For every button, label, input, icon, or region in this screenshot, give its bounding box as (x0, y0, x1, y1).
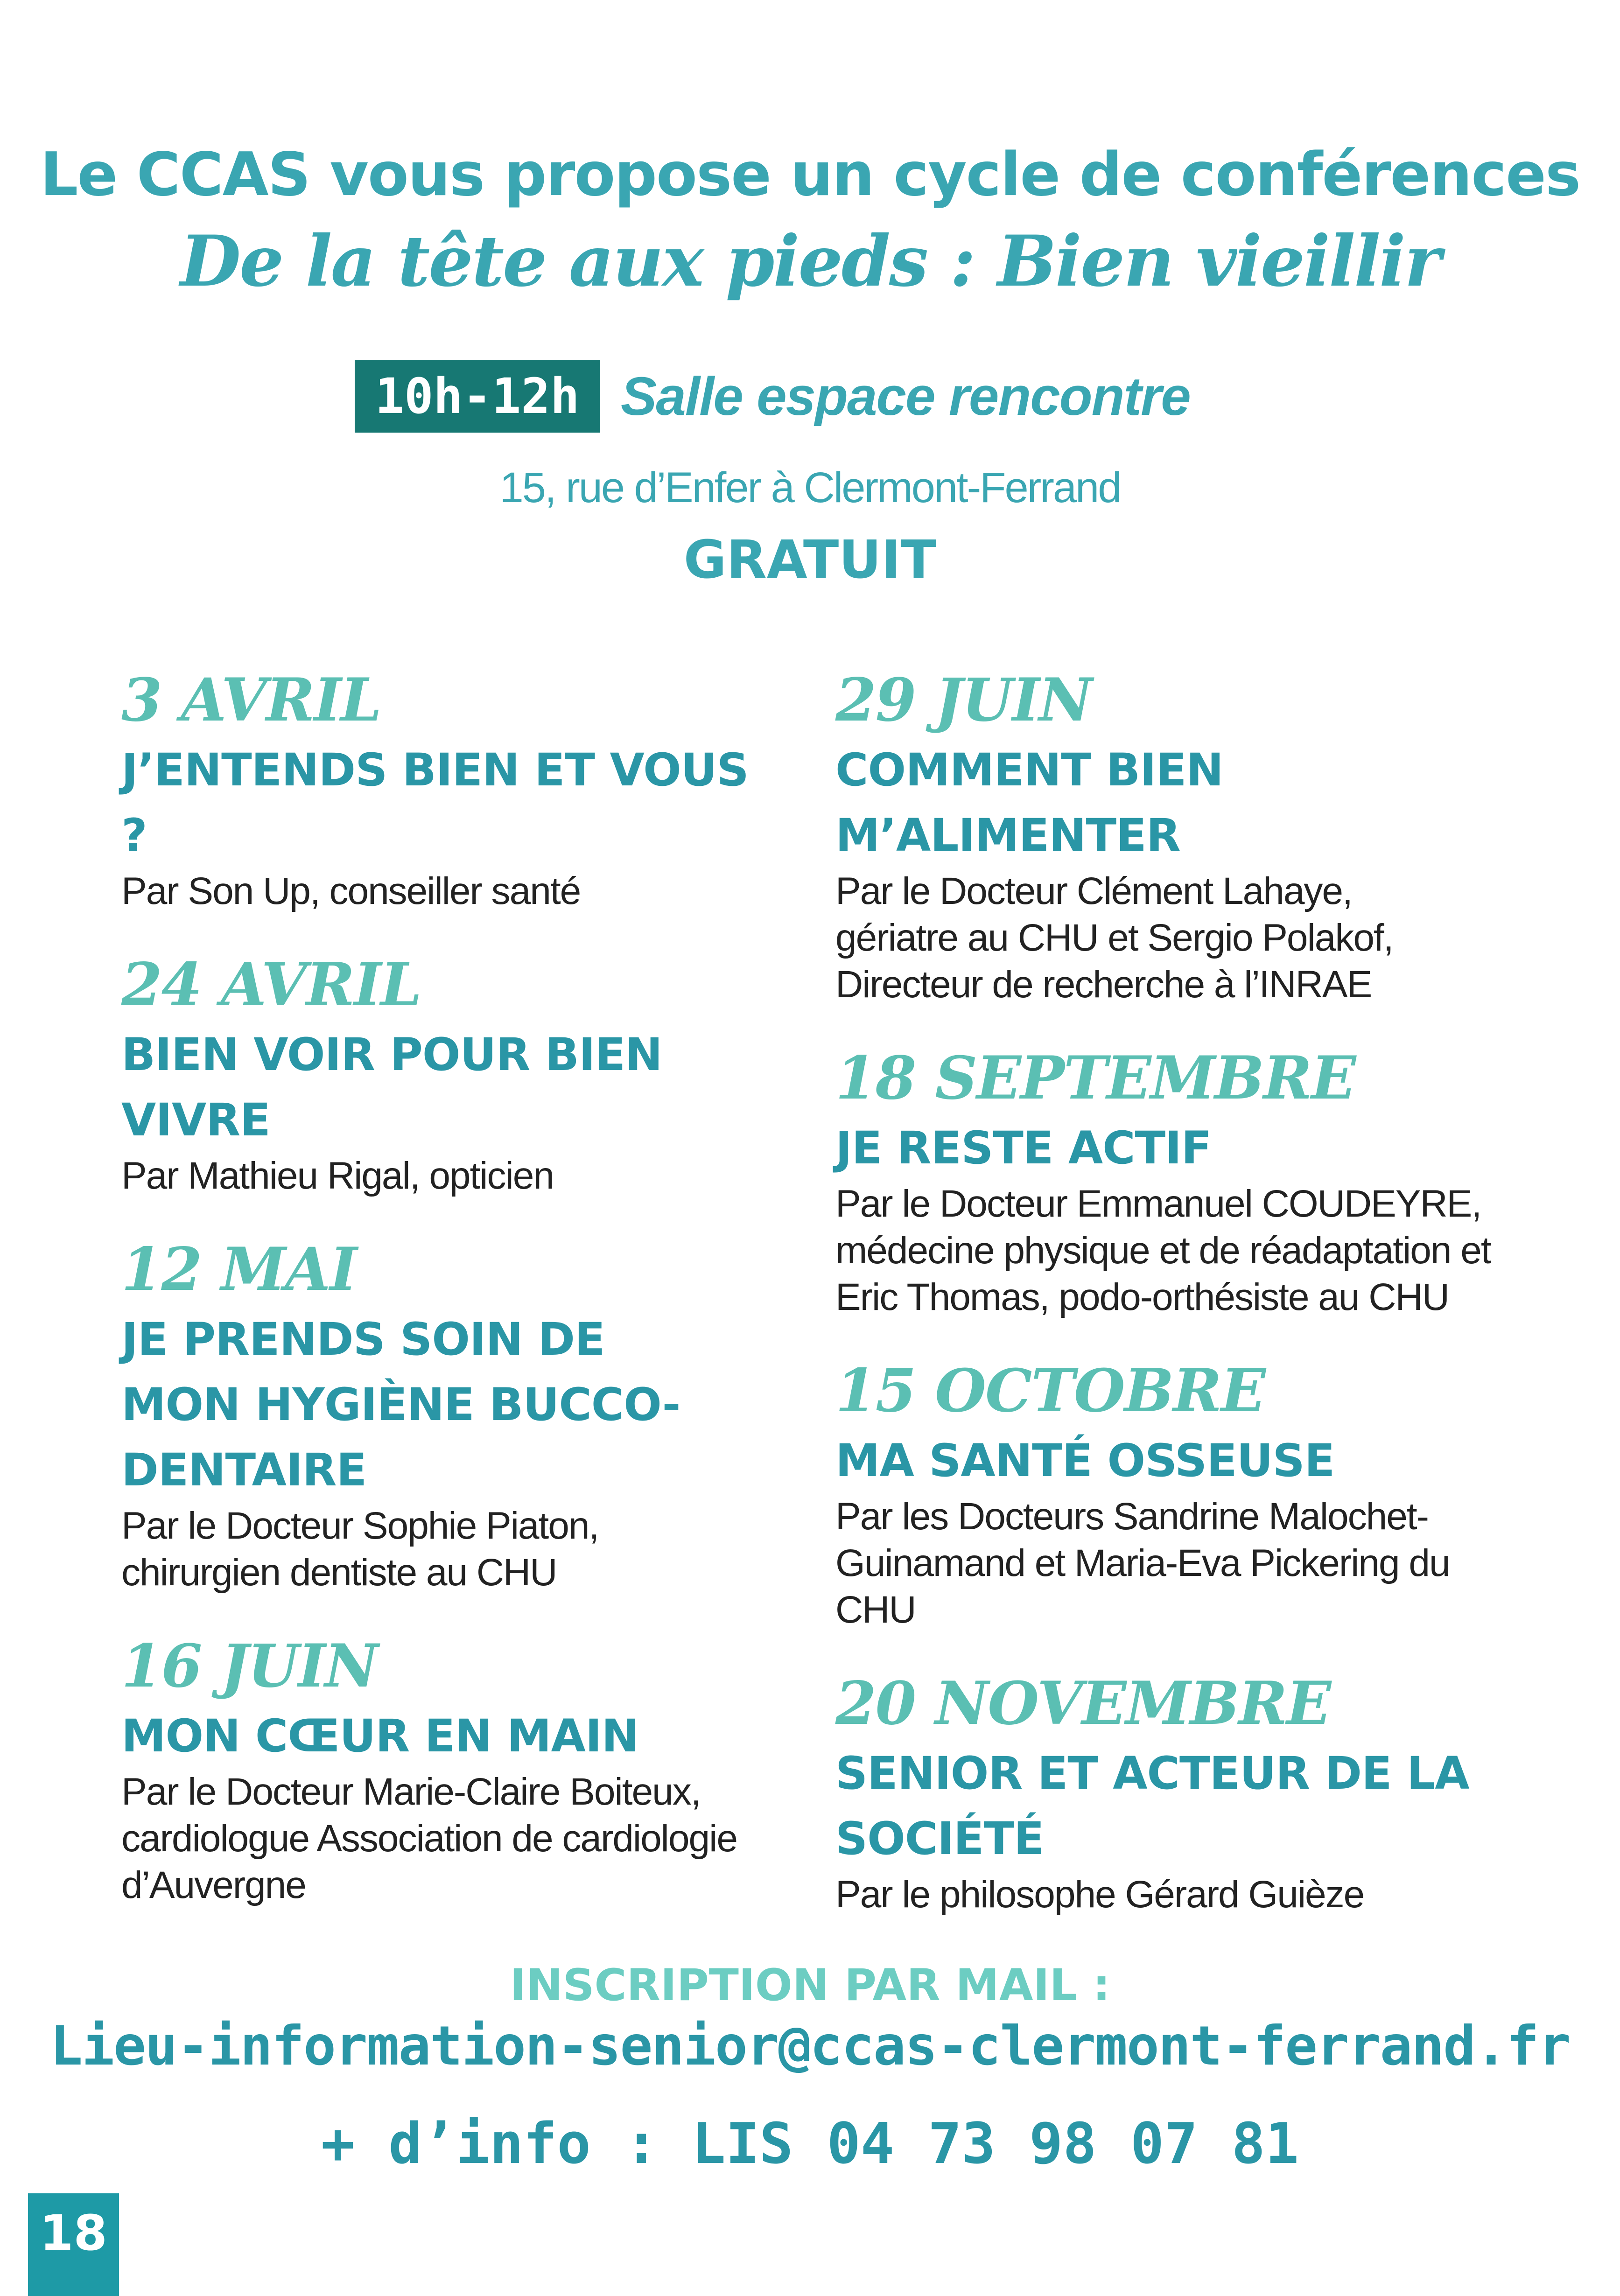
event-speaker: Par les Docteurs Sandrine Malochet-Guinamand et Maria-Eva Pickering du CHU (835, 1495, 1450, 1631)
events-column-left (121, 663, 784, 1909)
event-speaker: Par le Docteur Marie-Claire Boiteux, cardiologue Association de cardiologie d’Auvergne (121, 1771, 737, 1906)
events-column-right (835, 663, 1564, 1918)
event-date: 29 JUIN (835, 665, 1092, 735)
info-phone: + d’info : LIS 04 73 98 07 81 (321, 2112, 1299, 2177)
event-item (835, 1353, 1564, 1633)
event-item (835, 663, 1564, 1008)
event-item (121, 663, 784, 915)
event-speaker: Par le philosophe Gérard Guièze (835, 1873, 1364, 1916)
event-speaker: Par Son Up, conseiller santé (121, 870, 581, 912)
time-badge: 10h-12h (355, 360, 600, 433)
registration-label: INSCRIPTION PAR MAIL : (510, 1960, 1110, 2011)
event-title: MON CŒUR EN MAIN (121, 1710, 638, 1762)
event-title: MA SANTÉ OSSEUSE (835, 1435, 1335, 1487)
header-line-1: Le CCAS vous propose un cycle de conférences (40, 140, 1580, 210)
event-date: 24 AVRIL (121, 950, 421, 1019)
event-item (835, 1666, 1564, 1918)
event-item (835, 1041, 1564, 1321)
event-date: 3 AVRIL (121, 665, 381, 735)
event-speaker: Par le Docteur Sophie Piaton, chirurgien dentiste au CHU (121, 1505, 599, 1594)
event-title: JE RESTE ACTIF (835, 1122, 1212, 1174)
registration-email[interactable]: Lieu-information-senior@ccas-clermont-ferrand.fr (50, 2015, 1570, 2078)
event-speaker: Par le Docteur Emmanuel COUDEYRE, médecine physique et de réadaptation et Eric Thomas, podo-orthésiste au CHU (835, 1183, 1491, 1318)
event-title: JE PRENDS SOIN DE MON HYGIÈNE BUCCO-DENTAIRE (121, 1313, 680, 1496)
page-number: 18 (28, 2193, 119, 2296)
event-title: BIEN VOIR POUR BIEN VIVRE (121, 1029, 662, 1146)
event-speaker: Par Mathieu Rigal, opticien (121, 1155, 554, 1197)
event-title: SENIOR ET ACTEUR DE LA SOCIÉTÉ (835, 1747, 1469, 1865)
event-item (121, 1629, 784, 1909)
event-date: 18 SEPTEMBRE (835, 1043, 1355, 1113)
venue-name: Salle espace rencontre (621, 366, 1190, 427)
event-item (121, 947, 784, 1199)
event-speaker: Par le Docteur Clément Lahaye, gériatre au CHU et Sergio Polakof, Directeur de recherche à l’INRAE (835, 870, 1393, 1006)
event-title: COMMENT BIEN M’ALIMENTER (835, 744, 1223, 861)
price-label: GRATUIT (683, 530, 937, 590)
conference-title: De la tête aux pieds : Bien vieillir (180, 220, 1440, 302)
event-date: 16 JUIN (121, 1631, 378, 1701)
event-date: 20 NOVEMBRE (835, 1669, 1331, 1738)
event-title: J’ENTENDS BIEN ET VOUS ? (121, 744, 749, 861)
venue-address: 15, rue d’Enfer à Clermont-Ferrand (499, 464, 1121, 511)
event-item (121, 1232, 784, 1596)
event-date: 15 OCTOBRE (835, 1356, 1265, 1425)
event-date: 12 MAI (121, 1235, 357, 1304)
